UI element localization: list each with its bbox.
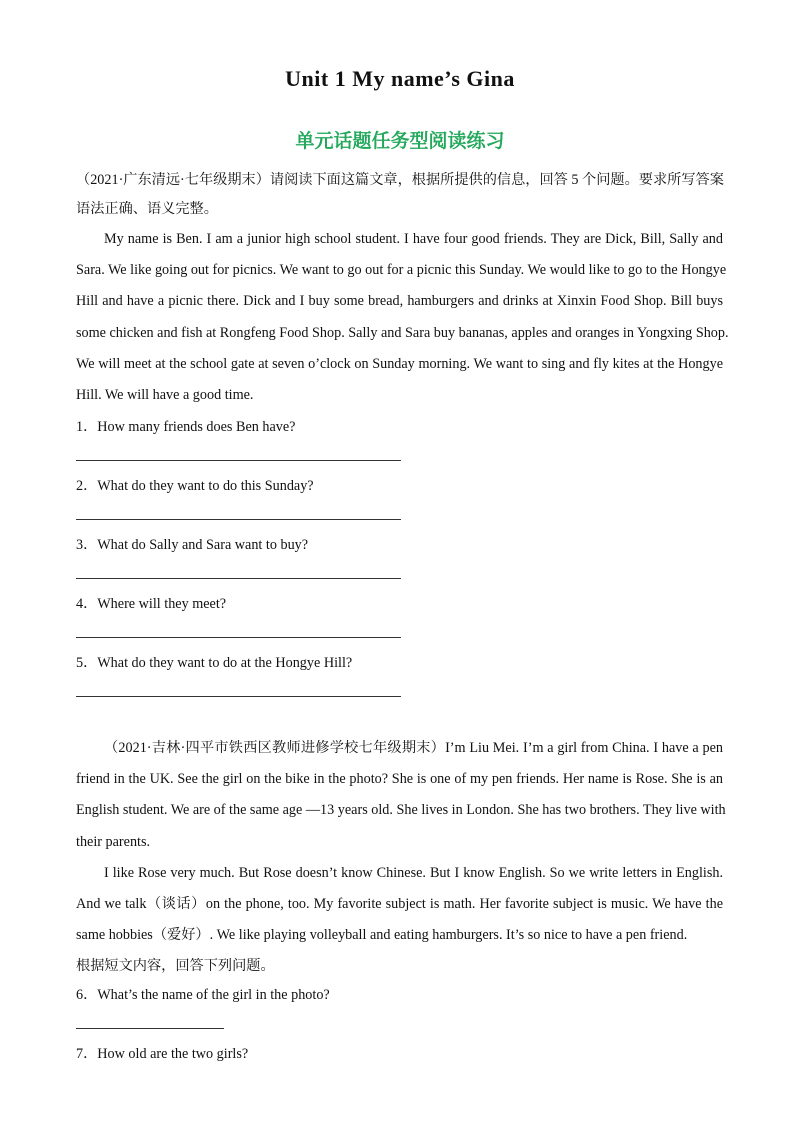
answer-line-5[interactable] (76, 696, 401, 697)
answer-line-2[interactable] (76, 519, 401, 520)
passage1-body (76, 224, 729, 411)
passage2-line: same hobbies（爱好）. We like playing volleyball and eating hamburgers. It’s so nice to have a pen friend. (76, 927, 688, 944)
question-2: 2．What do they want to do this Sunday? (76, 478, 314, 494)
passage1-line: some chicken and fish at Rongfeng Food Shop. Sally and Sara buy bananas, apples and oranges in Yongxing Shop. (76, 324, 729, 341)
passage1-line: Sara. We like going out for picnics. We want to go out for a picnic this Sunday. We would like to go to the Hongye (76, 262, 727, 279)
passage2-line: their parents. (76, 833, 151, 850)
question-6: 6．What’s the name of the girl in the photo? (76, 987, 330, 1003)
page-subtitle: 单元话题任务型阅读练习 (295, 130, 505, 152)
passage2-instruction: 根据短文内容，回答下列问题。 (76, 958, 275, 974)
passage1-intro (76, 166, 723, 224)
passage1-line: Hill. We will have a good time. (76, 387, 254, 404)
answer-line-1[interactable] (76, 460, 401, 461)
question-4: 4．Where will they meet? (76, 596, 227, 612)
question-3: 3．What do Sally and Sara want to buy? (76, 537, 309, 553)
passage1-line: We will meet at the school gate at seven o’clock on Sunday morning. We want to sing and fly kites at the Hongye (76, 355, 723, 372)
passage2-line: English student. We are of the same age —13 years old. She lives in London. She has two brothers. They live with (76, 802, 726, 819)
passage1-line: Hill and have a picnic there. Dick and I buy some bread, hamburgers and drinks at Xinxin Food Shop. Bill buys (76, 293, 723, 310)
passage1-line: My name is Ben. I am a junior high school student. I have four good friends. They are Dick, Bill, Sally and (104, 231, 723, 247)
answer-line-6[interactable] (76, 1028, 224, 1029)
passage1-intro-line: 语法正确、语义完整。 (76, 201, 218, 217)
passage1-intro-line: （2021·广东清远·七年级期末）请阅读下面这篇文章，根据所提供的信息，回答 5 个问题。要求所写答案 (76, 172, 724, 188)
question-5: 5．What do they want to do at the Hongye Hill? (76, 655, 353, 671)
passage2-body (76, 733, 726, 951)
page-title: Unit 1 My name’s Gina (285, 66, 515, 91)
passage2-line: I like Rose very much. But Rose doesn’t know Chinese. But I know English. So we write letters in English. (104, 864, 723, 881)
answer-line-4[interactable] (76, 637, 401, 638)
answer-line-3[interactable] (76, 578, 401, 579)
passage2-line: （2021·吉林·四平市铁西区教师进修学校七年级期末）I’m Liu Mei. I’m a girl from China. I have a pen (104, 740, 723, 756)
passage2-line: And we talk（谈话）on the phone, too. My favorite subject is math. Her favorite subject is music. We have the (76, 896, 723, 913)
question-1: 1．How many friends does Ben have? (76, 419, 296, 435)
question-7: 7．How old are the two girls? (76, 1046, 249, 1062)
passage2-line: friend in the UK. See the girl on the bike in the photo? She is one of my pen friends. Her name is Rose. She is an (76, 771, 723, 788)
